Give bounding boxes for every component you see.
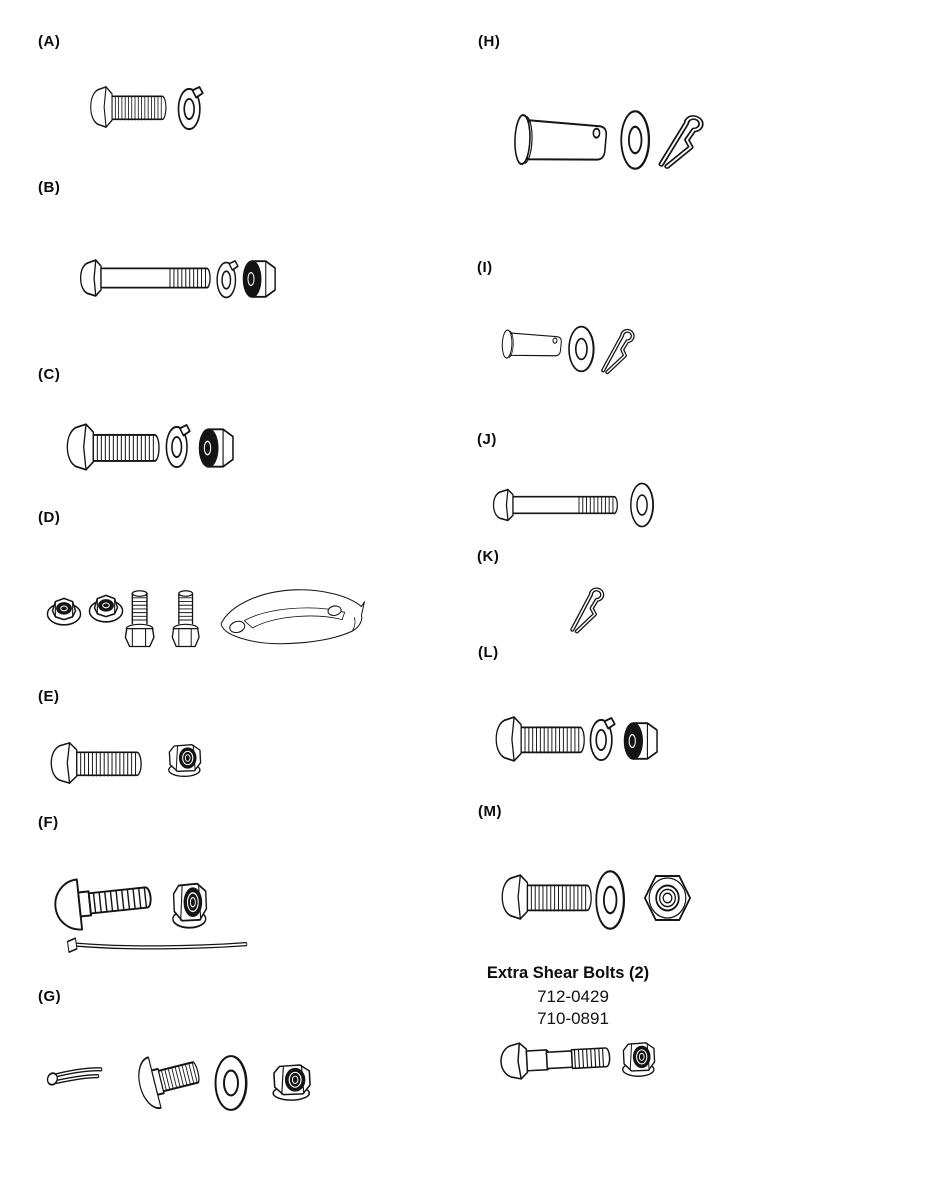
hex-bolt-icon: [124, 588, 156, 652]
flange-lock-nut-icon: [620, 1040, 658, 1078]
group-label-l: (L): [478, 644, 499, 661]
hex-lock-nut-icon: [242, 258, 278, 300]
lock-washer-icon: [164, 424, 191, 470]
group-label-d: (D): [38, 509, 61, 526]
flange-lock-nut-icon: [170, 880, 210, 930]
flange-lock-nut-icon: [166, 742, 204, 778]
carriage-bolt-icon: [130, 1043, 208, 1115]
hairpin-clip-icon: [651, 105, 703, 173]
group-label-a: (A): [38, 33, 61, 50]
part-number: 712-0429: [537, 987, 609, 1006]
hairpin-clip-icon: [596, 321, 635, 377]
lock-washer-icon: [588, 717, 616, 763]
group-label-e: (E): [38, 688, 60, 705]
hex-bolt-icon: [171, 588, 201, 652]
clevis-pin-icon: [512, 111, 616, 171]
group-label-i: (I): [477, 259, 493, 276]
hex-nut-icon: [644, 873, 691, 923]
hex-bolt-icon: [48, 740, 146, 786]
hex-bolt-long-icon: [78, 256, 216, 300]
flat-washer-icon: [629, 481, 658, 529]
hex-bolt-icon: [88, 84, 170, 130]
group-label-j: (J): [477, 431, 497, 448]
hairpin-clip-icon: [564, 580, 603, 635]
carriage-bolt-icon: [47, 869, 158, 936]
group-label-k: (K): [477, 548, 500, 565]
hex-lock-nut-icon: [623, 720, 660, 762]
lock-washer-icon: [215, 260, 239, 300]
group-label-m: (M): [478, 803, 502, 820]
group-label-g: (G): [38, 988, 62, 1005]
hex-bolt-long-icon: [491, 486, 623, 524]
flat-washer-icon: [619, 108, 655, 172]
clevis-pin-icon: [500, 328, 567, 362]
flange-lock-nut-icon: [46, 594, 82, 626]
hex-bolt-icon: [499, 872, 596, 922]
flat-washer-icon: [594, 868, 630, 932]
group-label-b: (B): [38, 179, 61, 196]
hex-bolt-icon: [64, 421, 164, 473]
lock-nut-icon: [270, 1062, 314, 1102]
group-label-h: (H): [478, 33, 501, 50]
cotter-pin-icon: [45, 1062, 105, 1093]
hex-bolt-icon: [493, 714, 589, 764]
flat-washer-icon: [213, 1053, 253, 1113]
group-label-c: (C): [38, 366, 61, 383]
flat-washer-icon: [567, 324, 599, 374]
group-label-f: (F): [38, 814, 59, 831]
bracket-icon: [216, 583, 368, 651]
flange-lock-nut-icon: [88, 591, 124, 623]
extra-shear-bolts-title: Extra Shear Bolts (2): [486, 964, 650, 982]
hex-lock-nut-icon: [198, 426, 236, 470]
lock-washer-icon: [176, 86, 204, 132]
shear-bolt-icon: [497, 1035, 621, 1083]
part-number: 710-0891: [537, 1009, 609, 1028]
cable-tie-icon: [66, 934, 250, 956]
